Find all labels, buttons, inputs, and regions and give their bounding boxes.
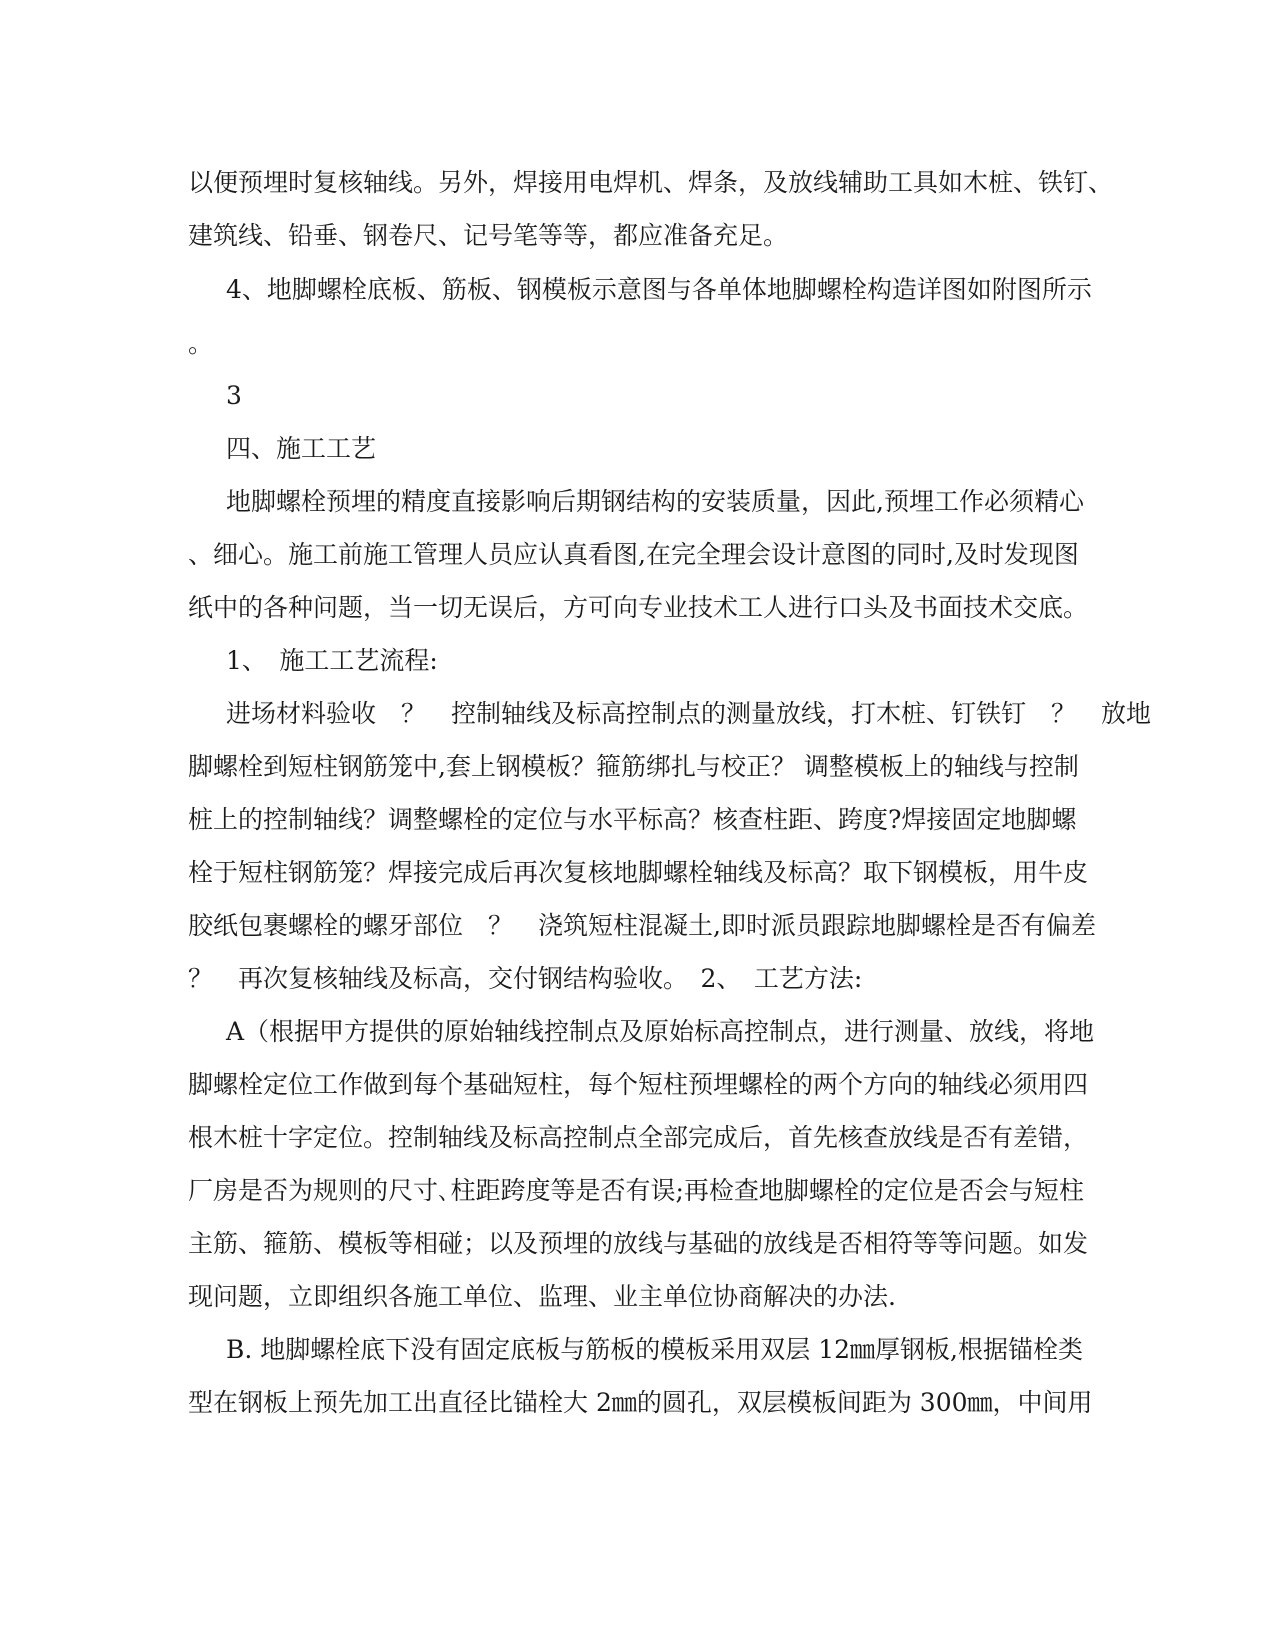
text-line: 。	[188, 329, 214, 358]
text-line: 型在钢板上预先加工出直径比锚栓大 2㎜的圆孔，双层模板间距为 300㎜，中间用	[188, 1388, 1093, 1417]
text-line: 现问题，立即组织各施工单位、监理、业主单位协商解决的办法.	[188, 1282, 896, 1311]
text-line: A（根据甲方提供的原始轴线控制点及原始标高控制点，进行测量、放线，将地	[226, 1017, 1095, 1046]
text-line: 进场材料验收 ？ 控制轴线及标高控制点的测量放线，打木桩、钉铁钉 ？ 放地	[226, 699, 1152, 728]
text-line: 脚螺栓到短柱钢筋笼中,套上钢模板？箍筋绑扎与校正？ 调整模板上的轴线与控制	[188, 752, 1079, 781]
text-line: 主筋、箍筋、模板等相碰；以及预埋的放线与基础的放线是否相符等等问题。如发	[188, 1229, 1089, 1258]
text-line: 桩上的控制轴线？调整螺栓的定位与水平标高？核查柱距、跨度?焊接固定地脚螺	[188, 805, 1077, 834]
text-line: 以便预埋时复核轴线。另外，焊接用电焊机、焊条，及放线辅助工具如木桩、铁钉、	[188, 168, 1114, 197]
text-line: 建筑线、铅垂、钢卷尺、记号笔等等，都应准备充足。	[188, 221, 789, 250]
text-line: 地脚螺栓预埋的精度直接影响后期钢结构的安装质量，因此,预埋工作必须精心	[226, 487, 1084, 516]
text-line: ？ 再次复核轴线及标高，交付钢结构验收。 2、 工艺方法:	[188, 964, 863, 993]
subsection-heading: 1、 施工工艺流程:	[226, 646, 438, 675]
text-line: 4、地脚螺栓底板、筋板、钢模板示意图与各单体地脚螺栓构造详图如附图所示	[226, 275, 1092, 304]
text-line: 厂房是否为规则的尺寸､柱距跨度等是否有误;再检查地脚螺栓的定位是否会与短柱	[188, 1176, 1084, 1205]
text-line: 、细心。施工前施工管理人员应认真看图,在完全理会设计意图的同时,及时发现图	[188, 540, 1079, 569]
section-heading: 四、施工工艺	[226, 434, 377, 463]
text-line: 栓于短柱钢筋笼？焊接完成后再次复核地脚螺栓轴线及标高？取下钢模板，用牛皮	[188, 858, 1089, 887]
text-line: 纸中的各种问题，当一切无误后，方可向专业技术工人进行口头及书面技术交底。	[188, 593, 1089, 622]
page-number: 3	[226, 381, 242, 410]
text-line: 脚螺栓定位工作做到每个基础短柱，每个短柱预埋螺栓的两个方向的轴线必须用四	[188, 1070, 1089, 1099]
text-line: B. 地脚螺栓底下没有固定底板与筋板的模板采用双层 12㎜厚钢板,根据锚栓类	[226, 1335, 1083, 1364]
text-line: 根木桩十字定位。控制轴线及标高控制点全部完成后，首先核查放线是否有差错，	[188, 1123, 1089, 1152]
text-line: 胶纸包裹螺栓的螺牙部位 ？ 浇筑短柱混凝土,即时派员跟踪地脚螺栓是否有偏差	[188, 911, 1096, 940]
